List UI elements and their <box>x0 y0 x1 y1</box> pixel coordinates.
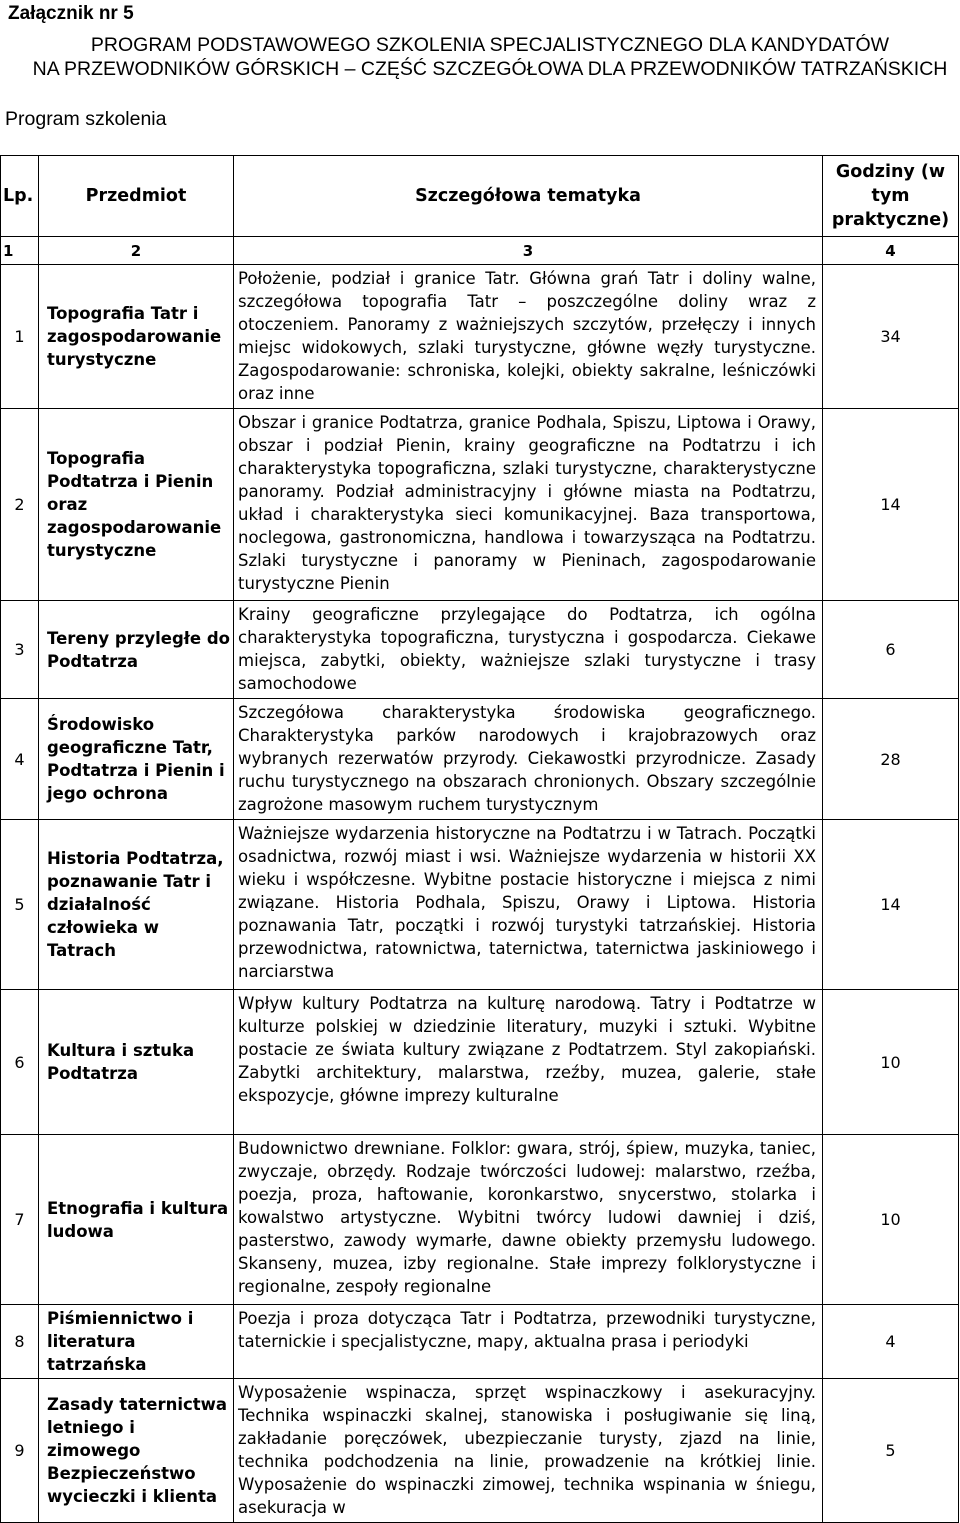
column-number: 1 <box>1 237 39 265</box>
row-lp: 7 <box>1 1135 39 1305</box>
row-subject: Tereny przyległe do Podtatrza <box>39 601 234 699</box>
row-subject: Kultura i sztuka Podtatrza <box>39 990 234 1135</box>
table-row <box>1 265 959 409</box>
row-lp: 3 <box>1 601 39 699</box>
training-program-table <box>0 155 959 1523</box>
table-row <box>1 699 959 820</box>
row-topics: Budownictwo drewniane. Folklor: gwara, strój, śpiew, muzyka, taniec, zwyczaje, obrzędy. Rodzaje twórczości ludowej: malarstwo, rzeźba, poezja, proza, haftowanie, koronkarstwo, snycerstwo, stolarka i kowalstwo artystyczne. Wybitni twórcy ludowi dawniej i dziś, pasterstwo, zawody wymarłe, dawne obiekty przemysłu ludowego. Skanseny, muzea, izby regionalne. Stałe imprezy folklorystyczne i regionalne, zespoły regionalne <box>234 1135 823 1305</box>
table-row <box>1 409 959 601</box>
row-hours: 10 <box>823 1135 959 1305</box>
column-number-row <box>1 237 959 265</box>
row-topics: Szczegółowa charakterystyka środowiska geograficznego. Charakterystyka parków narodowych i krajobrazowych oraz wybranych rezerwatów przyrody. Ciekawostki przyrodnicze. Zasady ruchu turystycznego na obszarach chronionych. Obszary szczególnie zagrożone masowym ruchem turystycznym <box>234 699 823 820</box>
row-subject: Zasady taternictwa letniego i zimowego Bezpieczeństwo wycieczki i klienta <box>39 1379 234 1523</box>
row-lp: 5 <box>1 820 39 990</box>
header-lp: Lp. <box>1 156 39 237</box>
row-subject: Topografia Tatr i zagospodarowanie turystyczne <box>39 265 234 409</box>
table-row <box>1 601 959 699</box>
row-hours: 4 <box>823 1305 959 1379</box>
row-subject: Środowisko geograficzne Tatr, Podtatrza i Pienin i jego ochrona <box>39 699 234 820</box>
row-topics: Ważniejsze wydarzenia historyczne na Podtatrzu i w Tatrach. Początki osadnictwa, rozwój miast i wsi. Ważniejsze wydarzenia w historii XX wieku i współczesne. Wybitne postacie historyczne i miejsca z nimi związane. Historia Podhala, Spiszu, Orawy i Liptowa. Historia poznawania Tatr, początki i rozwój turystyki tatrzańskiej. Historia przewodnictwa, ratownictwa, taternictwa, taternictwa jaskiniowego i narciarstwa <box>234 820 823 990</box>
table-row <box>1 1379 959 1523</box>
row-lp: 4 <box>1 699 39 820</box>
column-number: 4 <box>823 237 959 265</box>
header-subject: Przedmiot <box>39 156 234 237</box>
row-lp: 6 <box>1 990 39 1135</box>
table-row <box>1 1135 959 1305</box>
column-number: 2 <box>39 237 234 265</box>
row-topics: Wyposażenie wspinacza, sprzęt wspinaczkowy i asekuracyjny. Technika wspinaczki skalnej, stanowiska i posługiwanie się liną, zakładanie poręczówek, ubezpieczanie turysty, zjazd na linie, technika podchodzenia na linie, prowadzenie na krótkiej linie. Wyposażenie do wspinaczki zimowej, technika wspinania w śniegu, asekuracja w <box>234 1379 823 1523</box>
column-number: 3 <box>234 237 823 265</box>
row-hours: 14 <box>823 409 959 601</box>
row-hours: 6 <box>823 601 959 699</box>
row-topics: Obszar i granice Podtatrza, granice Podhala, Spiszu, Liptowa i Orawy, obszar i podział Pienin, krainy geograficzne na Podtatrzu i ich charakterystyka topograficzna, szlaki turystyczne, charakterystyczne panoramy. Podział administracyjny i główne miasta na Podtatrzu, układ i charakterystyka sieci komunikacyjnej. Baza transportowa, noclegowa, gastronomiczna, handlowa i towarzysząca na Podtatrzu. Szlaki turystyczne i panoramy w Pieninach, zagospodarowanie turystyczne Pienin <box>234 409 823 601</box>
row-subject: Etnografia i kultura ludowa <box>39 1135 234 1305</box>
row-topics: Krainy geograficzne przylegające do Podtatrza, ich ogólna charakterystyka topograficzna, turystyczna i gospodarcza. Ciekawe miejsca, zabytki, obiekty, ważniejsze szlaki turystyczne i trasy samochodowe <box>234 601 823 699</box>
row-subject: Piśmiennictwo i literatura tatrzańska <box>39 1305 234 1379</box>
row-topics: Poezja i proza dotycząca Tatr i Podtatrza, przewodniki turystyczne, taternickie i specjalistyczne, mapy, aktualna prasa i periodyki <box>234 1305 823 1379</box>
row-hours: 28 <box>823 699 959 820</box>
row-lp: 8 <box>1 1305 39 1379</box>
subheading: Program szkolenia <box>5 108 167 130</box>
row-hours: 5 <box>823 1379 959 1523</box>
row-topics: Wpływ kultury Podtatrza na kulturę narodową. Tatry i Podtatrze w kulturze polskiej w dziedzinie literatury, muzyki i sztuki. Wybitne postacie ze świata kultury związane z Podtatrzem. Styl zakopiański. Zabytki architektury, malarstwa, rzeźby, muzea, galerie, stałe ekspozycje, główne imprezy kulturalne <box>234 990 823 1135</box>
table-header-row <box>1 156 959 237</box>
row-hours: 34 <box>823 265 959 409</box>
row-hours: 10 <box>823 990 959 1135</box>
header-hours: Godziny (w tym praktyczne) <box>823 156 959 237</box>
row-lp: 1 <box>1 265 39 409</box>
program-title-line-1: PROGRAM PODSTAWOWEGO SZKOLENIA SPECJALISTYCZNEGO DLA KANDYDATÓW <box>90 34 890 56</box>
program-title-line-2: NA PRZEWODNIKÓW GÓRSKICH – CZĘŚĆ SZCZEGÓŁOWA DLA PRZEWODNIKÓW TATRZAŃSKICH <box>32 58 948 80</box>
header-topics: Szczegółowa tematyka <box>234 156 823 237</box>
row-subject: Topografia Podtatrza i Pienin oraz zagospodarowanie turystyczne <box>39 409 234 601</box>
table-row <box>1 990 959 1135</box>
row-lp: 2 <box>1 409 39 601</box>
attachment-label: Załącznik nr 5 <box>8 3 134 24</box>
program-title <box>25 33 955 81</box>
table-row <box>1 1305 959 1379</box>
table-row <box>1 820 959 990</box>
row-topics: Położenie, podział i granice Tatr. Główna grań Tatr i doliny walne, szczegółowa topografia Tatr – poszczególne doliny wraz z otoczeniem. Panoramy z ważniejszych szczytów, przełęczy i innych miejsc widokowych, szlaki turystyczne, główne węzły turystyczne. Zagospodarowanie: schroniska, kolejki, obiekty sakralne, leśniczówki oraz inne <box>234 265 823 409</box>
row-subject: Historia Podtatrza, poznawanie Tatr i działalność człowieka w Tatrach <box>39 820 234 990</box>
row-hours: 14 <box>823 820 959 990</box>
row-lp: 9 <box>1 1379 39 1523</box>
